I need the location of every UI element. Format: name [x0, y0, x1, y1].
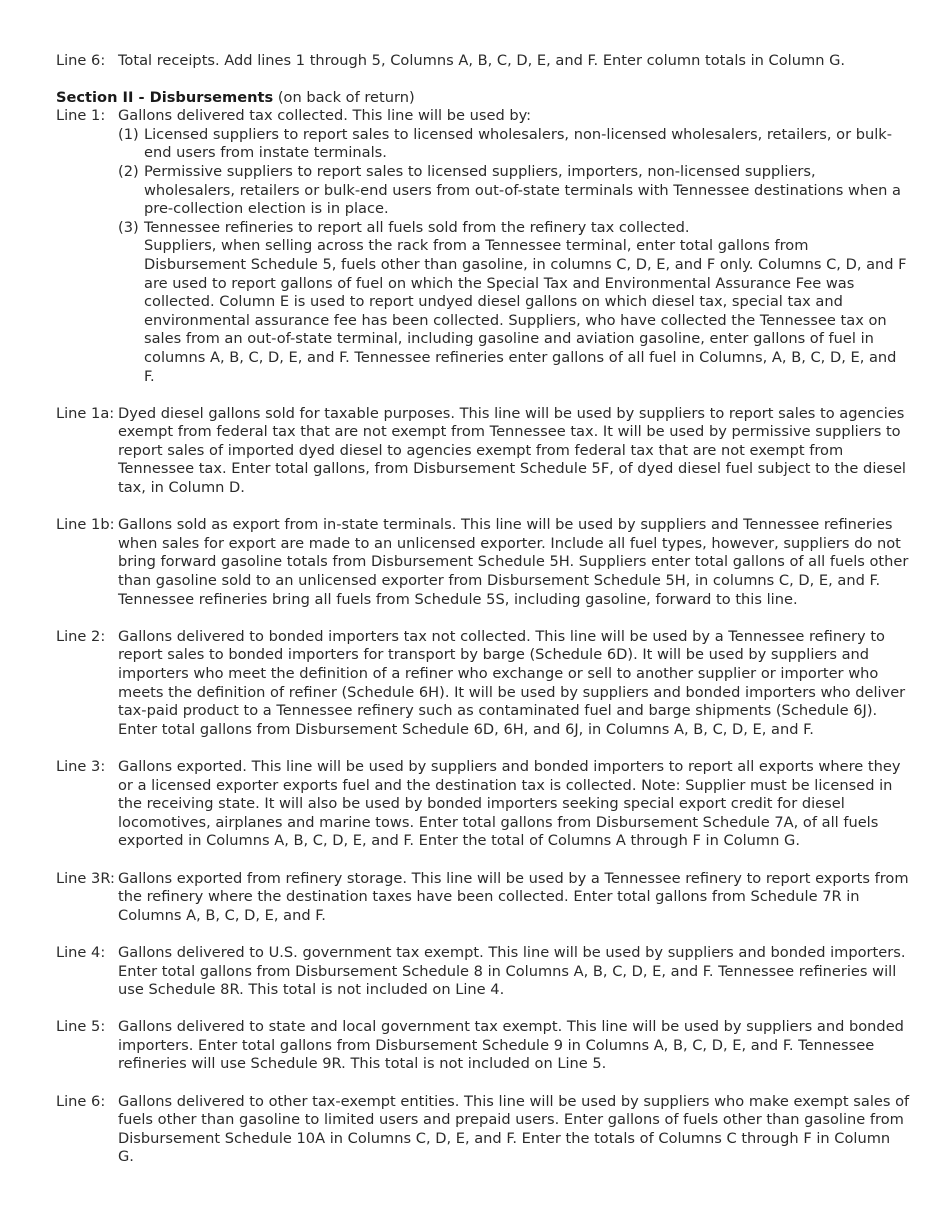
line-label: Line 1:	[56, 107, 106, 125]
line-label: Line 4:	[56, 943, 106, 961]
line-text: Gallons delivered to U.S. government tax exempt. This line will be used by suppliers and bonded importers. Enter total gallons from Disbursement Schedule 8 in Columns A, B, C, D, E, and F. Tennessee refineries will use Schedule 8R. This total is not included on Line 4.	[118, 943, 906, 999]
item-text: Licensed suppliers to report sales to licensed wholesalers, non-licensed wholesalers, retailers, or bulk-end users from instate terminals.	[144, 125, 892, 162]
line-label: Line 3R:	[56, 869, 115, 887]
disbursement-line-1	[56, 107, 910, 386]
disbursement-line-4	[56, 944, 910, 1000]
line-label: Line 6:	[56, 52, 106, 69]
disbursement-line-3r	[56, 870, 910, 926]
line-text: Gallons exported from refinery storage. This line will be used by a Tennessee refinery to report exports from the refinery where the destination taxes have been collected. Enter total gallons from Schedule 7R in Columns A, B, C, D, E, and F.	[118, 869, 909, 924]
list-item	[118, 163, 910, 219]
disbursement-line-5	[56, 1018, 910, 1074]
item-number: (1)	[118, 125, 139, 143]
list-item	[118, 126, 910, 163]
line-label: Line 1a:	[56, 404, 115, 422]
line-text: Gallons delivered to state and local government tax exempt. This line will be used by suppliers and bonded importers. Enter total gallons from Disbursement Schedule 9 in Columns A, B, C, D, E, and F. Tennessee refineries will use Schedule 9R. This total is not included on Line 5.	[118, 1018, 904, 1073]
item-text: Tennessee refineries to report all fuels sold from the refinery tax collected.	[144, 218, 690, 236]
line-label: Line 3:	[56, 757, 106, 775]
line-continuation: Suppliers, when selling across the rack from a Tennessee terminal, enter total gallons from Disbursement Schedule 5, fuels other than gasoline, in columns C, D, E, and F only. Columns C, D, and F are used to report gallons of fuel on which the Special Tax and Environmental Assurance Fee was collected. Column E is used to report undyed diesel gallons on which diesel tax, special tax and environmental assurance fee has been collected. Suppliers, who have collected the Tennessee tax on sales from an out-of-state terminal, including gasoline and aviation gasoline, enter gallons of fuel in columns A, B, C, D, E, and F. Tennessee refineries enter gallons of all fuel in Columns, A, B, C, D, E, and F.	[144, 237, 907, 385]
line-text: Gallons delivered to other tax-exempt entities. This line will be used by suppliers who make exempt sales of fuels other than gasoline to limited users and prepaid users. Enter gallons of fuels other than gasoline from Disbursement Schedule 10A in Columns C, D, E, and F. Enter the totals of Columns C through F in Column G.	[118, 1092, 910, 1166]
line-text: Total receipts. Add lines 1 through 5, Columns A, B, C, D, E, and F. Enter column totals in Column G.	[118, 52, 846, 69]
receipts-line-6	[56, 52, 910, 71]
line-text: Gallons delivered to bonded importers tax not collected. This line will be used by a Tennessee refinery to report sales to bonded importers for transport by barge (Schedule 6D). It will be used by suppliers and importers who meet the definition of a refiner who exchange or sell to another supplier or importer who meets the definition of refiner (Schedule 6H). It will be used by suppliers and bonded importers who deliver tax-paid product to a Tennessee refinery such as contaminated fuel and barge shipments (Schedule 6J). Enter total gallons from Disbursement Schedule 6D, 6H, and 6J, in Columns A, B, C, D, E, and F.	[118, 627, 906, 738]
disbursement-line-3	[56, 758, 910, 851]
section-title: Section II - Disbursements	[56, 88, 274, 106]
list-item	[118, 219, 910, 238]
line-text: Gallons delivered tax collected. This line will be used by:	[118, 107, 532, 125]
line-text: Gallons sold as export from in-state terminals. This line will be used by suppliers and Tennessee refineries when sales for export are made to an unlicensed exporter. Include all fuel types, however, suppliers do not bring forward gasoline totals from Disbursement Schedule 5H. Suppliers enter total gallons of all fuels other than gasoline sold to an unlicensed exporter from Disbursement Schedule 5H, in columns C, D, E, and F. Tennessee refineries bring all fuels from Schedule 5S, including gasoline, forward to this line.	[118, 516, 909, 608]
line-label: Line 2:	[56, 627, 106, 645]
line-label: Line 5:	[56, 1018, 106, 1036]
line-text: Gallons exported. This line will be used by suppliers and bonded importers to report all exports where they or a licensed exporter exports fuel and the destination tax is collected. Note: Supplier must be licensed in the receiving state. It will also be used by bonded importers seeking special export credit for diesel locomotives, airplanes and marine tows. Enter total gallons from Disbursement Schedule 7A, of all fuels exported in Columns A, B, C, D, E, and F. Enter the total of Columns A through F in Column G.	[118, 757, 901, 850]
item-text: Permissive suppliers to report sales to licensed suppliers, importers, non-licensed suppliers, wholesalers, retailers or bulk-end users from out-of-state terminals with Tennessee destinations when a pre-collection election is in place.	[144, 162, 901, 218]
section-note: (on back of return)	[273, 88, 415, 106]
line-text: Dyed diesel gallons sold for taxable purposes. This line will be used by suppliers to report sales to agencies exempt from federal tax that are not exempt from Tennessee tax. It will be used by permissive suppliers to report sales of imported dyed diesel to agencies exempt from federal tax that are not exempt from Tennessee tax. Enter total gallons, from Disbursement Schedule 5F, of dyed diesel fuel subject to the diesel tax, in Column D.	[118, 404, 906, 497]
disbursement-line-1a	[56, 405, 910, 498]
item-number: (2)	[118, 162, 139, 180]
disbursement-line-6	[56, 1093, 910, 1167]
section-heading	[56, 89, 910, 108]
disbursement-line-2	[56, 628, 910, 740]
item-number: (3)	[118, 218, 139, 236]
line-label: Line 1b:	[56, 516, 115, 534]
disbursement-line-1b	[56, 516, 910, 609]
line-label: Line 6:	[56, 1092, 106, 1110]
